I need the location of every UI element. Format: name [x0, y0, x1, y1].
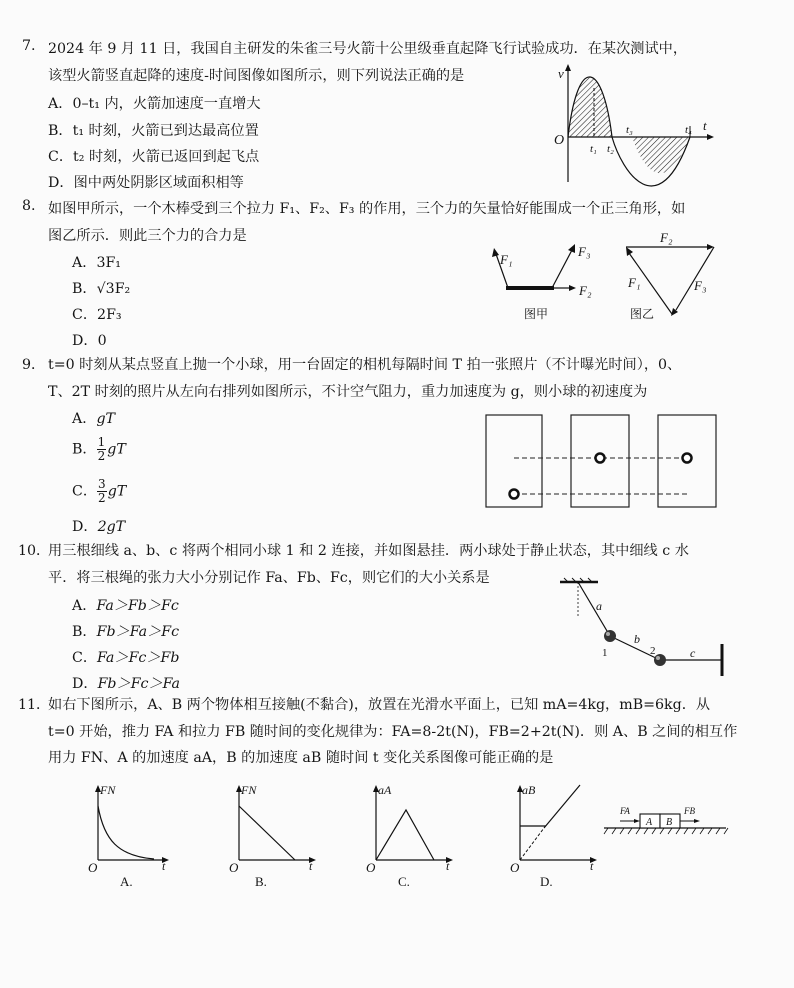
svg-text:O: O	[510, 860, 520, 875]
q11-graph-d[interactable]	[506, 780, 606, 890]
q7-t2-label: t₂	[607, 143, 614, 155]
q8-option-d[interactable]: D．0	[72, 333, 107, 349]
q9-option-a[interactable]: A．gT	[72, 411, 115, 427]
q10-hanging-balls-figure	[556, 578, 732, 688]
q8b-f1-label: F₁	[628, 275, 641, 290]
svg-text:O: O	[88, 860, 98, 875]
q8-stem-line2: 图乙所示．则此三个力的合力是	[48, 228, 247, 244]
q11-caption-b: B.	[255, 874, 267, 889]
q7-stem-line1: 2024 年 9 月 11 日，我国自主研发的朱雀三号火箭十公里级垂直起降飞行试验成功．在某次测试中，	[48, 41, 688, 57]
q11-caption-a: A.	[120, 874, 133, 889]
q11-number: 11．	[18, 697, 51, 713]
q8-number: 8.	[22, 198, 36, 214]
q8a-f1-label: F₁	[500, 252, 513, 267]
q8-option-c[interactable]: C．2F₃	[72, 307, 122, 323]
q8-figure-a	[486, 238, 606, 328]
q9-option-b[interactable]: B． $\frac{1}{2}$ gT	[72, 435, 126, 463]
q11-stem-line1: 如右下图所示，A、B 两个物体相互接触(不黏合)，放置在光滑水平面上，已知 mA=4kg，mB=6kg．从	[48, 697, 711, 713]
q11-graph-c[interactable]	[362, 780, 462, 890]
q10-label-b: b	[634, 632, 640, 646]
q7-v-label: v	[558, 66, 564, 81]
q10-label-ball2: 2	[650, 645, 656, 657]
svg-text:FN: FN	[241, 783, 257, 797]
svg-text:t: t	[162, 859, 166, 873]
q10-option-a[interactable]: A．Fa＞Fb＞Fc	[72, 598, 179, 614]
q9-ball-2T	[683, 454, 692, 463]
q9-ball-0	[510, 490, 519, 499]
q11-fb-label: FB	[684, 806, 695, 816]
q8a-f2-label: F₂	[579, 283, 592, 298]
q11-fa-label: FA	[620, 806, 630, 816]
q7-t3-label: t₃	[626, 124, 633, 136]
svg-text:t: t	[309, 859, 313, 873]
q8-figure-b	[618, 232, 728, 328]
q8b-caption: 图乙	[630, 307, 655, 321]
q11-blocks-figure	[602, 804, 730, 840]
q10-option-b[interactable]: B．Fb＞Fa＞Fc	[72, 624, 180, 640]
q7-option-a[interactable]: A．0–t₁ 内，火箭加速度一直增大	[48, 96, 261, 112]
q7-option-c[interactable]: C．t₂ 时刻，火箭已返回到起飞点	[48, 149, 260, 165]
q9-stem-line1: t=0 时刻从某点竖直上抛一个小球，用一台固定的相机每隔时间 T 拍一张照片（不计曝光时间），0、	[48, 357, 682, 373]
q8-stem-line1: 如图甲所示，一个木棒受到三个拉力 F₁、F₂、F₃ 的作用，三个力的矢量恰好能围成一个正三角形，如	[48, 201, 686, 217]
q9-option-c[interactable]: C． $\frac{3}{2}$ gT	[72, 477, 127, 505]
q8-option-a[interactable]: A．3F₁	[72, 255, 121, 271]
q10-option-d[interactable]: D．Fb＞Fc＞Fa	[72, 676, 181, 692]
q11-graph-b[interactable]	[225, 780, 325, 890]
q9-photos-figure	[484, 412, 744, 512]
q7-t1-label: t₁	[590, 143, 597, 155]
q7-t4-label: t₄	[685, 124, 692, 136]
q11-stem-line2: t=0 开始，推力 FA 和拉力 FB 随时间的变化规律为：FA=8-2t(N)，FB=2+2t(N)．则 A、B 之间的相互作	[48, 724, 738, 740]
q10-stem-line1: 用三根细线 a、b、c 将两个相同小球 1 和 2 连接，并如图悬挂．两小球处于静止状态，其中细线 c 水	[48, 543, 689, 559]
q8-wooden-stick	[506, 286, 554, 290]
q7-option-d[interactable]: D．图中两处阴影区域面积相等	[48, 175, 244, 191]
q10-ball-1	[604, 630, 616, 642]
q9-option-d[interactable]: D．2gT	[72, 519, 126, 535]
q7-origin-label: O	[554, 133, 565, 148]
svg-text:O: O	[366, 860, 376, 875]
q10-label-a: a	[596, 599, 602, 613]
q9-number: 9．	[22, 357, 46, 373]
svg-text:t: t	[590, 859, 594, 873]
q10-option-c[interactable]: C．Fa＞Fc＞Fb	[72, 650, 180, 666]
q10-string-a	[578, 582, 610, 636]
q8-option-b[interactable]: B．√3F₂	[72, 281, 131, 297]
q11-caption-c: C.	[398, 874, 410, 889]
svg-text:A: A	[646, 817, 653, 828]
q7-t-label: t	[703, 118, 707, 133]
q8a-f3-label: F₃	[578, 244, 591, 259]
svg-text:t: t	[446, 859, 450, 873]
q11-caption-d: D.	[540, 874, 553, 889]
q8b-f2-label: F₂	[660, 230, 673, 245]
q9-stem-line2: T、2T 时刻的照片从左向右排列如图所示，不计空气阻力，重力加速度为 g，则小球的初速度为	[48, 384, 648, 400]
q7-number: 7.	[22, 38, 36, 54]
q8a-caption: 图甲	[524, 307, 549, 321]
svg-text:aA: aA	[378, 783, 392, 797]
q10-label-ball1: 1	[602, 647, 608, 659]
svg-text:B: B	[666, 817, 673, 828]
q8b-f3-label: F₃	[694, 278, 707, 293]
q7-option-b[interactable]: B．t₁ 时刻，火箭已到达最高位置	[48, 123, 259, 139]
q10-ball-2	[654, 654, 666, 666]
svg-text:aB: aB	[522, 783, 536, 797]
q7-velocity-time-graph	[548, 62, 718, 187]
svg-text:O: O	[229, 860, 239, 875]
q7-stem-line2: 该型火箭竖直起降的速度-时间图像如图所示，则下列说法正确的是	[48, 68, 465, 84]
q11-graph-a[interactable]	[84, 780, 174, 890]
svg-text:FN: FN	[100, 783, 116, 797]
q10-number: 10．	[18, 543, 51, 559]
q10-label-c: c	[690, 646, 696, 660]
q9-ball-T	[596, 454, 605, 463]
q10-stem-line2: 平．将三根绳的张力大小分别记作 Fa、Fb、Fc，则它们的大小关系是	[48, 570, 490, 586]
q11-stem-line3: 用力 FN、A 的加速度 aA，B 的加速度 aB 随时间 t 变化关系图像可能正确的是	[48, 750, 554, 766]
